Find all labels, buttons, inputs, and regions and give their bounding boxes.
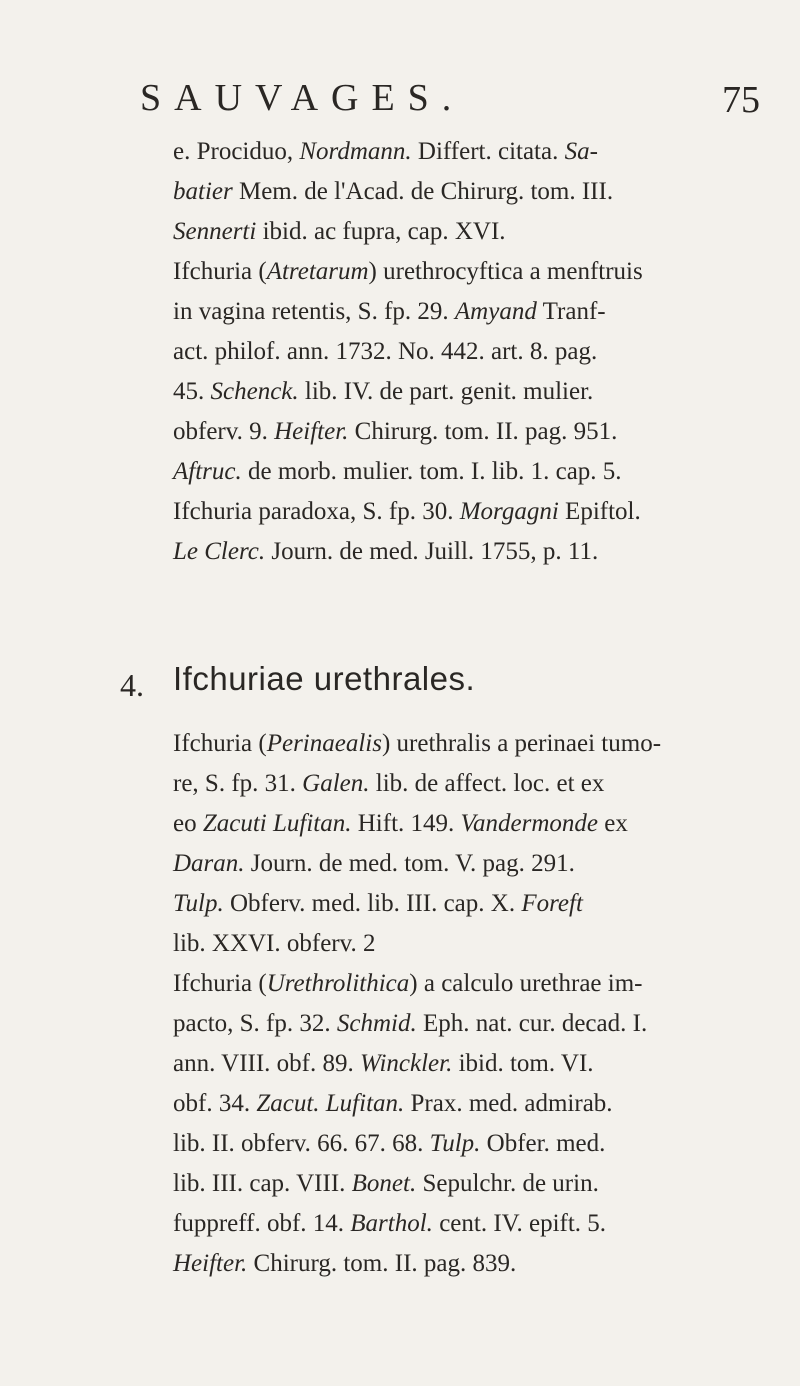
author-name: Aftruc. [173, 458, 242, 485]
text-line [173, 372, 773, 412]
text-line [173, 492, 773, 532]
text-run: 45. [173, 378, 211, 405]
author-name: Schenck. [210, 378, 299, 405]
page-number: 75 [722, 79, 760, 121]
text-line [173, 532, 773, 572]
text-line [173, 412, 773, 452]
text-run: Journ. de med. Juill. 1755, p. 11. [265, 538, 599, 565]
author-name: Barthol. [350, 1210, 433, 1237]
text-run: Chirurg. tom. II. pag. 839. [247, 1250, 517, 1277]
author-name: Bonet. [351, 1170, 417, 1197]
author-name: Tulp. [429, 1130, 481, 1157]
text-run: lib. III. cap. VIII. [173, 1170, 352, 1197]
author-name: Morgagni [459, 498, 559, 525]
section-title: Ifchuriae urethrales. [173, 660, 476, 697]
text-run: lib. II. obferv. 66. 67. 68. [173, 1130, 430, 1157]
text-run: Ifchuria paradoxa, S. fp. 30. [173, 498, 460, 525]
text-line [173, 1044, 773, 1084]
text-line [173, 964, 773, 1004]
text-run: act. philof. ann. 1732. No. 442. art. 8. pag. [173, 338, 598, 365]
author-name: Nordmann. [299, 138, 412, 165]
text-run: Differt. citata. [411, 138, 565, 165]
author-name: Zacut. Lufitan. [256, 1090, 405, 1117]
text-line [173, 884, 773, 924]
text-run: ibid. ac fupra, cap. XVI. [256, 218, 506, 245]
text-run: Eph. nat. cur. decad. I. [416, 1010, 648, 1037]
text-line [173, 172, 773, 212]
text-run: lib. de affect. loc. et ex [369, 770, 605, 797]
text-line [173, 1244, 773, 1284]
text-run: obferv. 9. [173, 418, 275, 445]
text-run: in vagina retentis, S. fp. 29. [173, 298, 455, 325]
running-header [140, 76, 760, 120]
species-name: Atretarum [266, 258, 369, 285]
text-run: Hift. 149. [351, 810, 461, 837]
text-run: Mem. de l'Acad. de Chirurg. tom. III. [232, 178, 614, 205]
text-run: Sepulchr. de urin. [416, 1170, 599, 1197]
text-line [173, 1124, 773, 1164]
species-name: Perinaealis [266, 730, 382, 757]
author-name: Heifter. [173, 1250, 248, 1277]
text-line [173, 292, 773, 332]
author-name: Daran. [173, 850, 245, 877]
author-name: Foreft [521, 890, 583, 917]
text-run: Ifchuria ( [173, 258, 267, 285]
text-run: Obferv. med. lib. III. cap. X. [223, 890, 522, 917]
text-line [173, 1084, 773, 1124]
text-line [173, 132, 773, 172]
author-name: batier [173, 178, 233, 205]
author-name: Heifter. [274, 418, 349, 445]
text-run: ann. VIII. obf. 89. [173, 1050, 360, 1077]
text-run: pacto, S. fp. 32. [173, 1010, 337, 1037]
author-name: Schmid. [336, 1010, 417, 1037]
text-block-lower [173, 724, 773, 1284]
species-name: Urethrolithica [266, 970, 410, 997]
text-line [173, 764, 773, 804]
text-run: e. Prociduo, [173, 138, 300, 165]
text-run: re, S. fp. 31. [173, 770, 303, 797]
text-run: lib. IV. de part. genit. mulier. [298, 378, 594, 405]
text-run: ibid. tom. VI. [452, 1050, 594, 1077]
author-name: Amyand [454, 298, 537, 325]
author-name: Zacuti Lufitan. [202, 810, 352, 837]
text-block-upper [173, 132, 773, 572]
author-name: Tulp. [173, 890, 224, 917]
header-title: SAUVAGES. [140, 77, 465, 119]
text-run: cent. IV. epift. 5. [432, 1210, 607, 1237]
text-run: Epiftol. [558, 498, 641, 525]
text-run: ) a calculo urethrae im- [409, 970, 643, 997]
text-run: ) urethralis a perinaei tumo- [381, 730, 662, 757]
text-run: Ifchuria ( [173, 970, 267, 997]
text-run: Chirurg. tom. II. pag. 951. [348, 418, 618, 445]
author-name: Galen. [302, 770, 370, 797]
text-run: Journ. de med. tom. V. pag. 291. [244, 850, 575, 877]
text-run: Prax. med. admirab. [404, 1090, 613, 1117]
text-run: lib. XXVI. obferv. 2 [173, 930, 376, 957]
text-run: Ifchuria ( [173, 730, 267, 757]
text-line [173, 212, 773, 252]
text-run: ) urethrocyftica a menftruis [368, 258, 643, 285]
author-name: Vandermonde [460, 810, 599, 837]
text-line [173, 252, 773, 292]
text-run: Tranf- [536, 298, 606, 325]
text-line [173, 1204, 773, 1244]
text-line [173, 924, 773, 964]
text-run: eo [173, 810, 203, 837]
text-run: fuppreff. obf. 14. [173, 1210, 351, 1237]
text-line [173, 844, 773, 884]
author-name: Winckler. [360, 1050, 453, 1077]
author-name: Sa- [564, 138, 598, 165]
author-name: Sennerti [173, 218, 257, 245]
text-run: ex [598, 810, 628, 837]
text-run: obf. 34. [173, 1090, 257, 1117]
text-line [173, 1164, 773, 1204]
text-run: de morb. mulier. tom. I. lib. 1. cap. 5. [241, 458, 622, 485]
text-run: Obfer. med. [480, 1130, 606, 1157]
text-line [173, 452, 773, 492]
author-name: Le Clerc. [173, 538, 266, 565]
text-line [173, 724, 773, 764]
section-number: 4. [120, 667, 144, 703]
text-line [173, 804, 773, 844]
text-line [173, 332, 773, 372]
text-line [173, 1004, 773, 1044]
